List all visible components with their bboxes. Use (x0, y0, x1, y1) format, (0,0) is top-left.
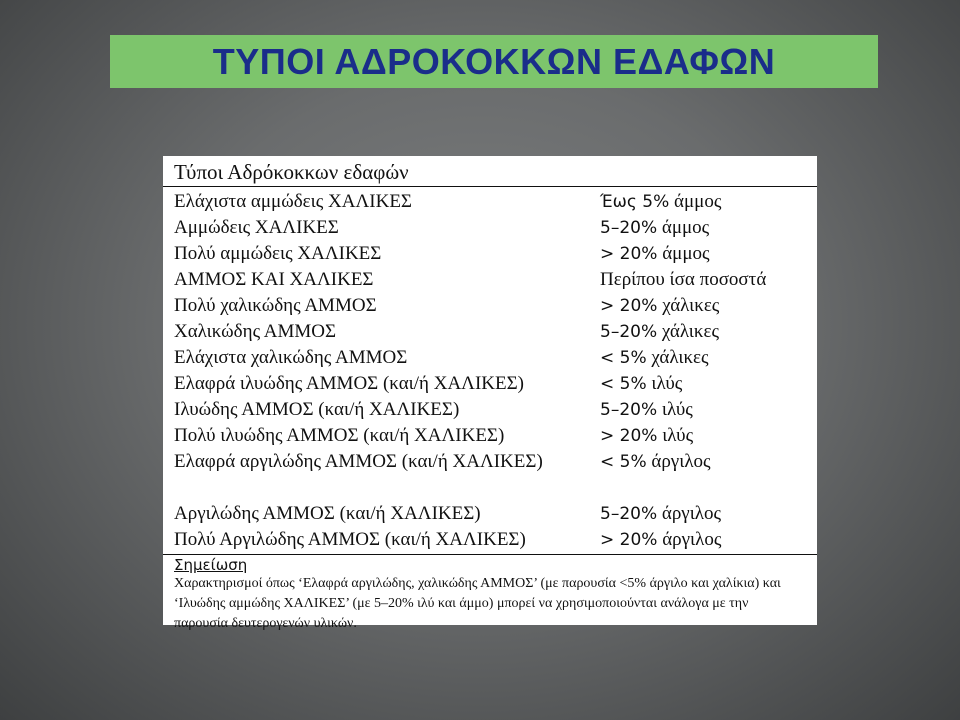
table-top-rule (163, 186, 817, 187)
soil-amount: 5–20% χάλικες (600, 321, 719, 342)
soil-amount: < 5% χάλικες (600, 347, 709, 368)
soil-amount: Έως 5% άμμος (600, 191, 722, 212)
soil-name: Ελάχιστα χαλικώδης ΑΜΜΟΣ (174, 347, 408, 368)
table-row (163, 189, 817, 215)
table-row (163, 371, 817, 397)
soil-amount: > 20% άμμος (600, 243, 710, 264)
soil-name: Πολύ χαλικώδης ΑΜΜΟΣ (174, 295, 377, 316)
soil-amount: > 20% άργιλος (600, 529, 722, 550)
soil-amount: 5–20% ιλύς (600, 399, 693, 420)
soil-name: Ιλυώδης ΑΜΜΟΣ (και/ή ΧΑΛΙΚΕΣ) (174, 399, 460, 420)
table-row (163, 293, 817, 319)
table-title: Τύποι Αδρόκοκκων εδαφών (174, 160, 409, 184)
table-row (163, 319, 817, 345)
table-row (163, 449, 817, 499)
soil-name: Αμμώδεις ΧΑΛΙΚΕΣ (174, 217, 339, 238)
table-row (163, 215, 817, 241)
soil-name: Πολύ ιλυώδης ΑΜΜΟΣ (και/ή ΧΑΛΙΚΕΣ) (174, 425, 505, 446)
table-row (163, 423, 817, 449)
table-row (163, 527, 817, 553)
soil-name: Χαλικώδης ΑΜΜΟΣ (174, 321, 337, 342)
table-row (163, 501, 817, 527)
soil-name: Πολύ Αργιλώδης ΑΜΜΟΣ (και/ή ΧΑΛΙΚΕΣ) (174, 529, 526, 550)
soil-amount: < 5% ιλύς (600, 373, 683, 394)
soil-name: Ελαφρά αργιλώδης ΑΜΜΟΣ (και/ή ΧΑΛΙΚΕΣ) (174, 451, 543, 472)
soil-name: Αργιλώδης ΑΜΜΟΣ (και/ή ΧΑΛΙΚΕΣ) (174, 503, 481, 524)
slide-title: ΤΥΠΟΙ ΑΔΡΟΚΟΚΚΩΝ ΕΔΑΦΩΝ (212, 41, 776, 82)
soil-name: Ελαφρά ιλυώδης ΑΜΜΟΣ (και/ή ΧΑΛΙΚΕΣ) (174, 373, 524, 394)
soil-amount: 5–20% άργιλος (600, 503, 722, 524)
table-row (163, 397, 817, 423)
soil-amount: < 5% άργιλος (600, 451, 711, 472)
soil-amount: > 20% χάλικες (600, 295, 720, 316)
soil-name: Ελάχιστα αμμώδεις ΧΑΛΙΚΕΣ (174, 191, 412, 212)
soil-amount: Περίπου ίσα ποσοστά (600, 269, 767, 290)
note-body: Χαρακτηρισμοί όπως ‘Ελαφρά αργιλώδης, χαλικώδης ΑΜΜΟΣ’ (με παρουσία <5% άργιλο και χαλίκια) και ‘Ιλυώδης αμμώδης ΧΑΛΙΚΕΣ’ (με 5–20% ιλύ και άμμο) μπορεί να χρησιμοποιούνται ανάλογα με την παρουσία δευτερογενών υλικών. (174, 576, 781, 631)
table-row (163, 267, 817, 293)
table-row (163, 345, 817, 371)
table-bottom-rule (163, 554, 817, 555)
soil-name: ΑΜΜΟΣ ΚΑΙ ΧΑΛΙΚΕΣ (174, 269, 374, 290)
soil-name: Πολύ αμμώδεις ΧΑΛΙΚΕΣ (174, 243, 382, 264)
title-bar (110, 35, 878, 88)
soil-amount: > 20% ιλύς (600, 425, 694, 446)
note-heading: Σημείωση (174, 556, 248, 574)
table-row (163, 241, 817, 267)
soil-amount: 5–20% άμμος (600, 217, 710, 238)
soil-types-table (163, 156, 817, 631)
